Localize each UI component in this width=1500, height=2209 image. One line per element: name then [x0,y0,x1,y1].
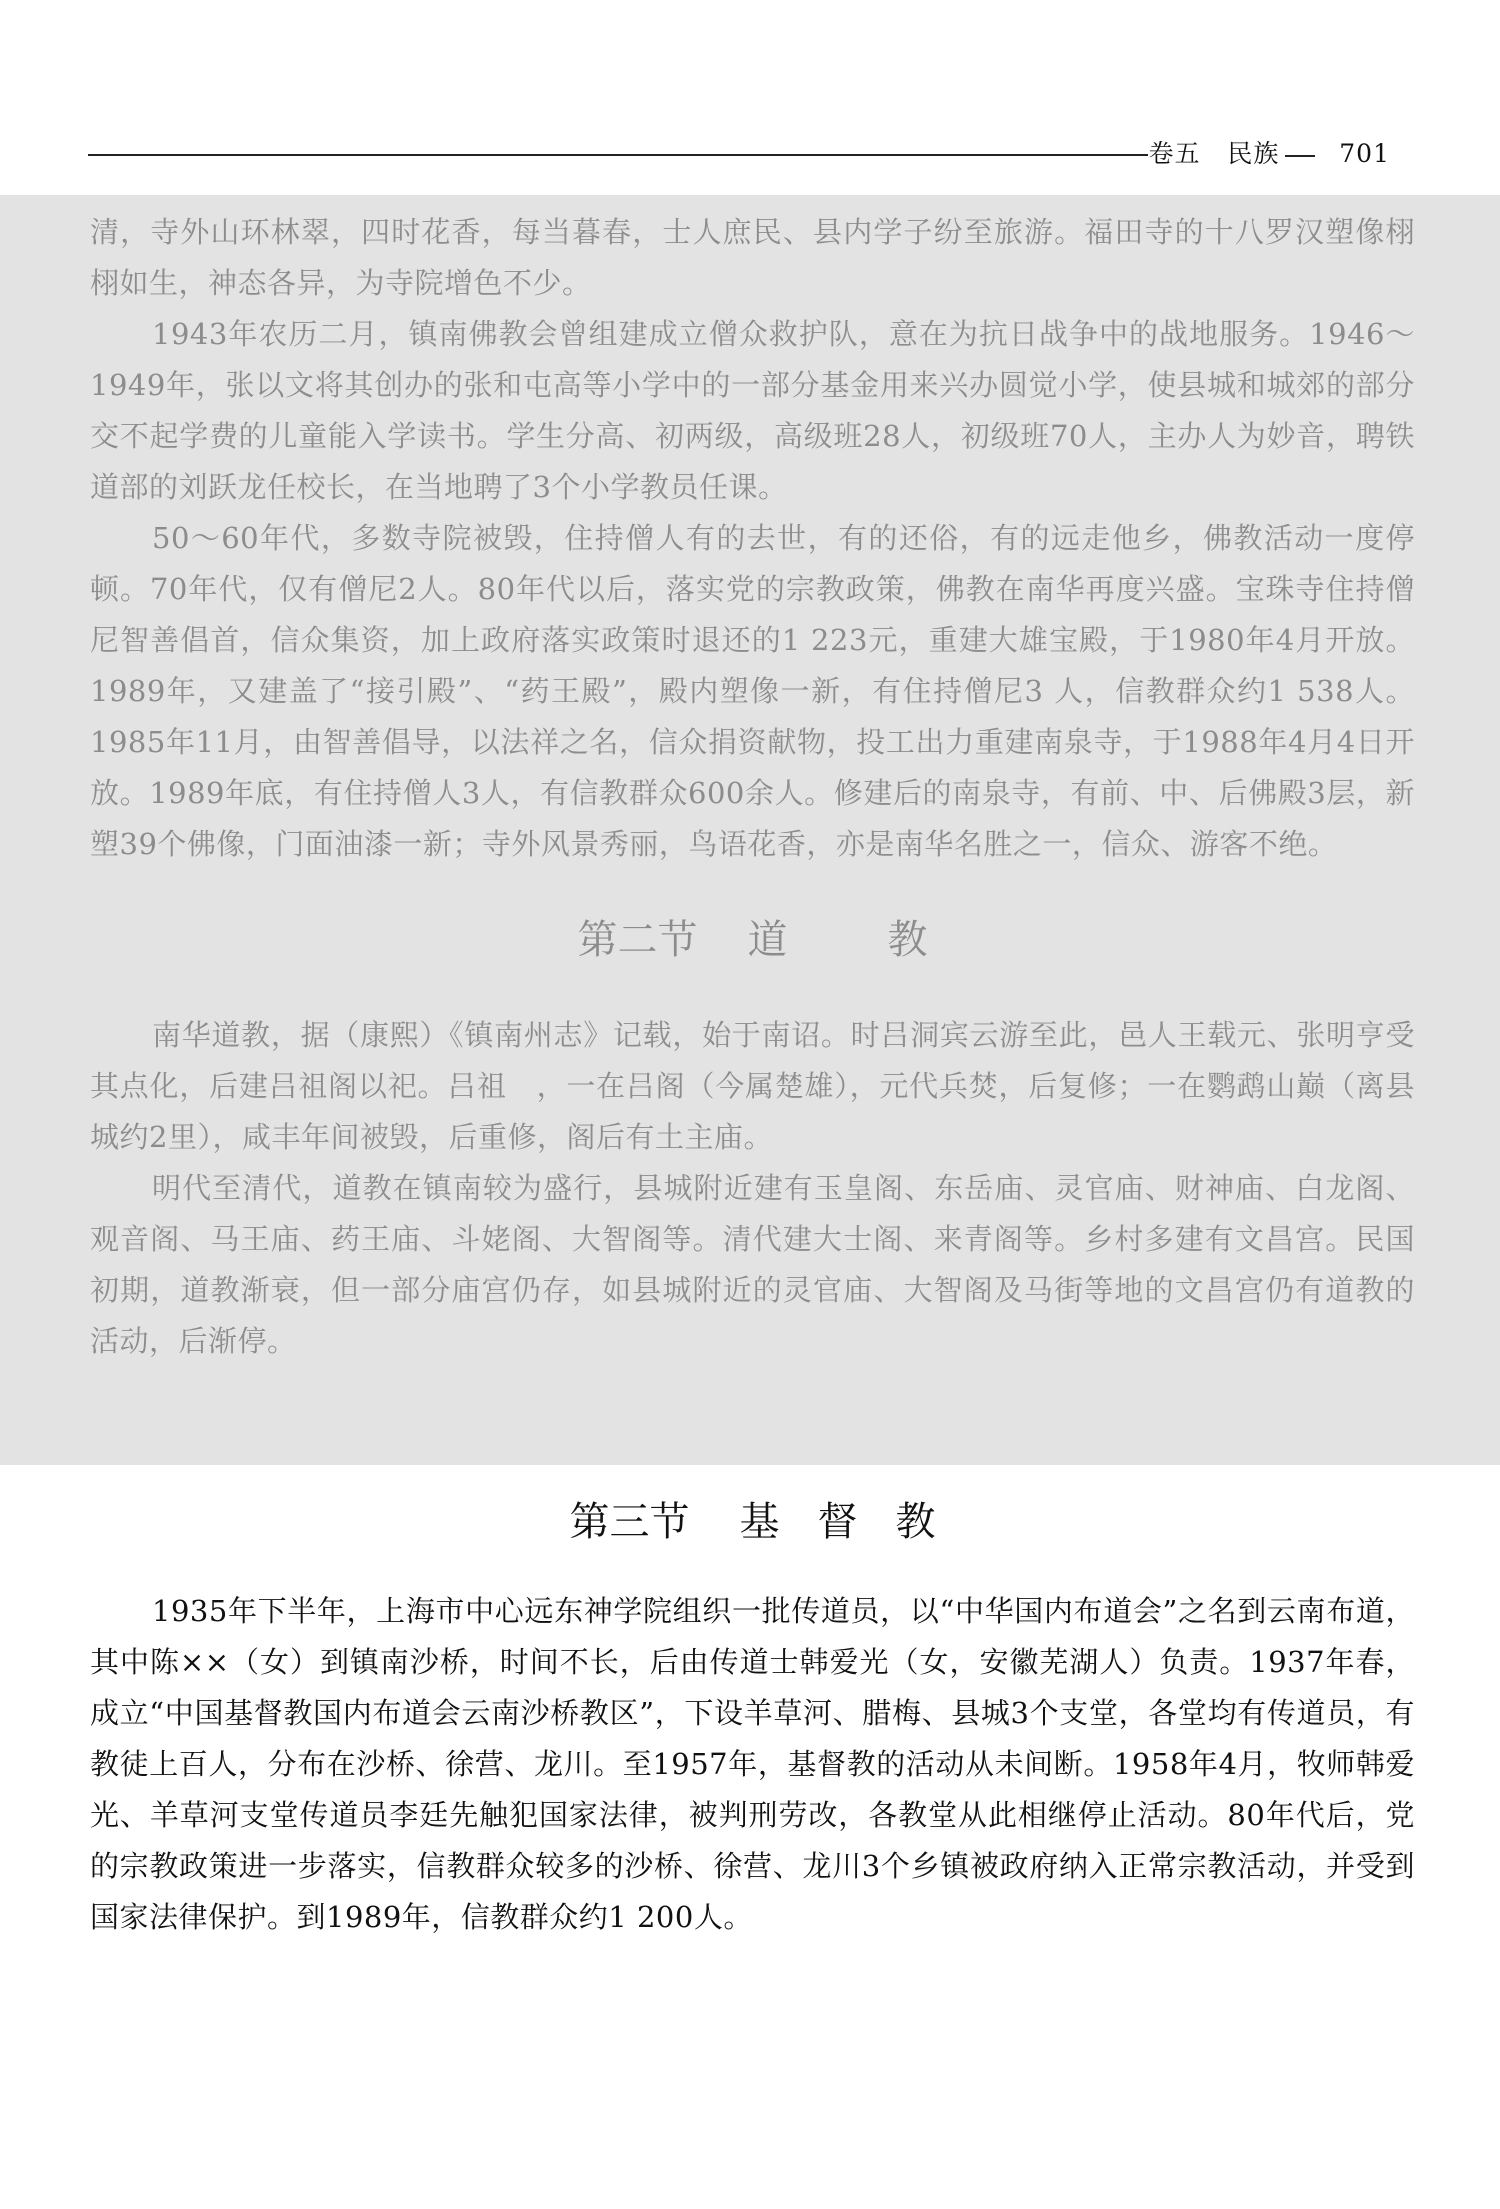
section-3-title-char-2: 督 [817,1499,858,1545]
shaded-content [90,207,1415,1367]
paragraph-buddhism-2: 1943年农历二月，镇南佛教会曾组建成立僧众救护队，意在为抗日战争中的战地服务。1946～1949年，张以文将其创办的张和屯高等小学中的一部分基金用来兴办圆觉小学，使县城和城郊的部分交不起学费的儿童能入学读书。学生分高、初两级，高级班28人，初级班70人，主办人为妙音，聘铁道部的刘跃龙任校长，在当地聘了3个小学教员任课。 [90,317,1415,504]
header-text [1149,134,1391,174]
page-header [88,134,1390,174]
section-2-title [90,910,1415,970]
section-3-title [90,1492,1415,1552]
paragraph-buddhism-1: 清，寺外山环林翠，四时花香，每当暮春，士人庶民、县内学子纷至旅游。福田寺的十八罗汉塑像栩栩如生，神态各异，为寺院增色不少。 [90,215,1415,300]
shaded-region [0,195,1500,1465]
paragraph-christianity: 1935年下半年，上海市中心远东神学院组织一批传道员，以“中华国内布道会”之名到云南布道，其中陈××（女）到镇南沙桥，时间不长，后由传道士韩爱光（女，安徽芜湖人）负责。1937年春，成立“中国基督教国内布道会云南沙桥教区”，下设羊草河、腊梅、县城3个支堂，各堂均有传道员，有教徒上百人，分布在沙桥、徐营、龙川。至1957年，基督教的活动从未间断。1958年4月，牧师韩爱光、羊草河支堂传道员李廷先触犯国家法律，被判刑劳改，各教堂从此相继停止活动。80年代后，党的宗教政策进一步落实，信教群众较多的沙桥、徐营、龙川3个乡镇被政府纳入正常宗教活动，并受到国家法律保护。到1989年，信教群众约1 200人。 [90,1594,1415,1934]
page-number: 701 [1339,139,1390,168]
paragraph-taoism-2: 明代至清代，道教在镇南较为盛行，县城附近建有玉皇阁、东岳庙、灵官庙、财神庙、白龙阁、观音阁、马王庙、药王庙、斗姥阁、大智阁等。清代建大士阁、来青阁等。乡村多建有文昌宫。民国初期，道教渐衰，但一部分庙宫仍存，如县城附近的灵官庙、大智阁及马街等地的文昌宫仍有道教的活动，后渐停。 [90,1171,1415,1358]
paragraph-buddhism-3: 50～60年代，多数寺院被毁，住持僧人有的去世，有的还俗，有的远走他乡，佛教活动一度停顿。70年代，仅有僧尼2人。80年代以后，落实党的宗教政策，佛教在南华再度兴盛。宝珠寺住持僧尼智善倡首，信众集资，加上政府落实政策时退还的1 223元，重建大雄宝殿，于1980年4月开放。1989年，又建盖了“接引殿”、“药王殿”，殿内塑像一新，有住持僧尼3 人，信教群众约1 538人。1985年11月，由智善倡导，以法祥之名，信众捐资献物，投工出力重建南泉寺，于1988年4月4日开放。1989年底，有住持僧人3人，有信教群众600余人。修建后的南泉寺，有前、中、后佛殿3层，新塑39个佛像，门面油漆一新；寺外风景秀丽，鸟语花香，亦是南华名胜之一，信众、游客不绝。 [90,521,1415,861]
section-3-title-char-3: 教 [895,1499,936,1545]
section-3-number: 第三节 [569,1499,690,1545]
paragraph-taoism-1: 南华道教，据（康熙）《镇南州志》记载，始于南诏。时吕洞宾云游至此，邑人王载元、张明亨受其点化，后建吕祖阁以祀。吕祖 ，一在吕阁（今属楚雄），元代兵焚，后复修；一在鹦鹉山巅（离县城约2里），咸丰年间被毁，后重修，阁后有土主庙。 [90,1018,1415,1154]
header-dash [1285,155,1315,157]
section-2-number: 第二节 [577,917,698,963]
section-3-title-char-1: 基 [739,1499,780,1545]
section-2-title-char-1: 道 [747,917,788,963]
section-2-title-char-2: 教 [887,917,928,963]
header-chapter: 民族 [1227,139,1280,168]
section-3 [90,1492,1415,1943]
header-volume: 卷五 [1148,139,1201,168]
header-rule [88,154,1148,156]
